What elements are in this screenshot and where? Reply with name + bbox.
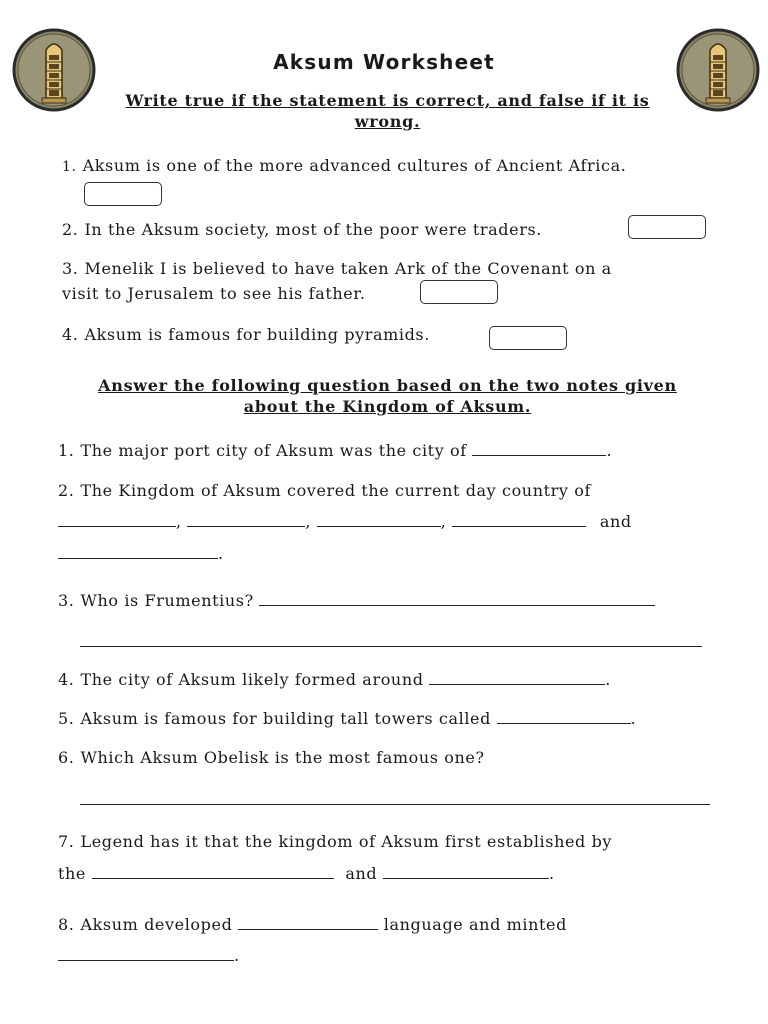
question-number: 4. <box>58 670 75 689</box>
question-number: 4. <box>62 325 79 344</box>
section1-instruction-line1: Write true if the statement is correct, and false if it is <box>125 91 650 110</box>
fill-question-8 <box>58 915 567 934</box>
question-number: 3. <box>62 259 79 278</box>
question-number: 1. <box>62 159 77 175</box>
tf-question-4 <box>62 325 430 344</box>
answer-line[interactable] <box>80 804 710 805</box>
question-text-line1: Menelik I is believed to have taken Ark of the Covenant on a <box>84 259 612 278</box>
question-number: 3. <box>58 591 75 610</box>
section1-instruction <box>80 90 695 132</box>
fill-question-6 <box>58 748 485 767</box>
question-text: The major port city of Aksum was the city of <box>80 441 467 460</box>
question-text: Aksum is famous for building tall towers called <box>80 709 491 728</box>
question-end: . <box>548 864 555 883</box>
answer-blank[interactable] <box>317 512 441 527</box>
question-end: . <box>234 946 240 965</box>
comma: , <box>305 512 312 531</box>
tf-answer-box-4[interactable] <box>489 326 567 350</box>
the-word: the <box>58 864 87 883</box>
question-number: 7. <box>58 832 75 851</box>
question-text: Aksum developed <box>80 915 233 934</box>
tf-question-2 <box>62 220 542 239</box>
answer-line[interactable] <box>80 646 702 647</box>
comma: , <box>176 512 182 531</box>
question-number: 2. <box>62 220 79 239</box>
fill-question-7-continued <box>58 864 555 883</box>
tf-question-3 <box>62 259 612 278</box>
comma: , <box>440 512 447 531</box>
and-word: and <box>345 864 378 883</box>
fill-question-1 <box>58 441 612 460</box>
question-number: 2. <box>58 481 75 500</box>
question-text-line2: visit to Jerusalem to see his father. <box>62 284 366 303</box>
question-number: 1. <box>58 441 75 460</box>
tf-question-1 <box>62 156 626 175</box>
answer-blank[interactable] <box>472 441 606 456</box>
question-text: Legend has it that the kingdom of Aksum first established by <box>80 832 613 851</box>
answer-blank[interactable] <box>429 670 605 685</box>
question-number: 8. <box>58 915 75 934</box>
answer-blank[interactable] <box>58 544 218 559</box>
answer-blank[interactable] <box>238 915 378 930</box>
question-number: 6. <box>58 748 75 767</box>
section2-instruction-line1: Answer the following question based on the two notes given <box>98 376 677 395</box>
tf-answer-box-2[interactable] <box>628 215 706 239</box>
fill-question-8-blank <box>58 946 240 965</box>
answer-blank[interactable] <box>187 512 305 527</box>
page-title: Aksum Worksheet <box>273 50 495 74</box>
answer-blank[interactable] <box>259 591 655 606</box>
question-text: The Kingdom of Aksum covered the current day country of <box>80 481 591 500</box>
answer-blank[interactable] <box>92 864 334 879</box>
question-text: Which Aksum Obelisk is the most famous one? <box>80 748 485 767</box>
question-text: In the Aksum society, most of the poor were traders. <box>84 220 542 239</box>
section1-instruction-line2: wrong. <box>354 112 421 131</box>
question-text-after: language and minted <box>383 915 567 934</box>
fill-question-2 <box>58 481 591 500</box>
section2-instruction-line2: about the Kingdom of Aksum. <box>243 397 532 416</box>
question-end: . <box>630 709 637 728</box>
section2-instruction <box>80 375 695 417</box>
tf-answer-box-1[interactable] <box>84 182 162 206</box>
answer-blank[interactable] <box>58 946 234 961</box>
tf-answer-box-3[interactable] <box>420 280 498 304</box>
fill-question-4 <box>58 670 611 689</box>
question-end: . <box>218 544 224 563</box>
fill-question-7 <box>58 832 612 851</box>
question-text: The city of Aksum likely formed around <box>80 670 424 689</box>
fill-question-5 <box>58 709 636 728</box>
answer-blank[interactable] <box>58 512 176 527</box>
question-end: . <box>605 670 611 689</box>
question-text: Who is Frumentius? <box>80 591 254 610</box>
and-word: and <box>599 512 632 531</box>
tf-question-3-continued <box>62 284 366 303</box>
answer-blank[interactable] <box>383 864 549 879</box>
answer-blank[interactable] <box>452 512 586 527</box>
answer-blank[interactable] <box>497 709 631 724</box>
question-text: Aksum is one of the more advanced cultures of Ancient Africa. <box>82 156 627 175</box>
question-end: . <box>606 441 613 460</box>
fill-question-2-last-blank <box>58 544 224 563</box>
fill-question-2-blanks <box>58 512 632 531</box>
fill-question-3 <box>58 591 655 610</box>
question-number: 5. <box>58 709 75 728</box>
question-text: Aksum is famous for building pyramids. <box>84 325 430 344</box>
